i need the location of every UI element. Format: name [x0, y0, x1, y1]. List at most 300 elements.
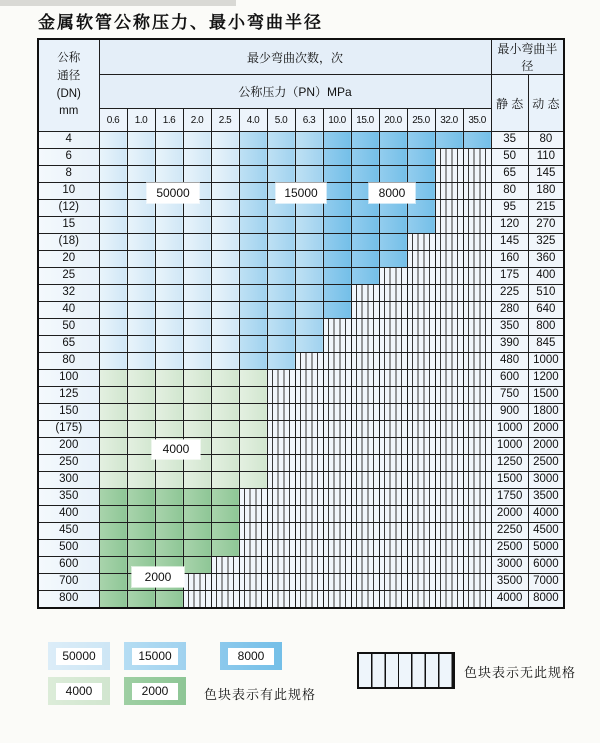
spec-cell — [155, 302, 183, 319]
no-spec-cell — [407, 540, 435, 557]
spec-cell — [127, 591, 155, 608]
dynamic-radius-cell: 145 — [528, 166, 564, 183]
no-spec-cell — [463, 540, 491, 557]
spec-cell — [99, 166, 127, 183]
no-spec-cell — [379, 455, 407, 472]
spec-cell — [155, 404, 183, 421]
spec-cell — [351, 132, 379, 149]
pressure-header-cell: 2.0 — [183, 109, 211, 132]
spec-cell — [99, 472, 127, 489]
no-spec-cell — [379, 574, 407, 591]
no-spec-cell — [351, 302, 379, 319]
pressure-header-cell: 2.5 — [211, 109, 239, 132]
region-label-2000: 2000 — [132, 567, 184, 587]
spec-cell — [379, 234, 407, 251]
pressure-header-cell: 20.0 — [379, 109, 407, 132]
spec-cell — [211, 200, 239, 217]
dn-cell: 400 — [38, 506, 99, 523]
spec-cell — [267, 268, 295, 285]
no-spec-cell — [351, 506, 379, 523]
no-spec-cell — [379, 506, 407, 523]
no-spec-cell — [463, 353, 491, 370]
spec-cell — [407, 166, 435, 183]
pressure-header-cell: 4.0 — [239, 109, 267, 132]
spec-cell — [211, 149, 239, 166]
static-radius-cell: 900 — [491, 404, 528, 421]
no-spec-cell — [435, 149, 463, 166]
dynamic-radius-cell: 1800 — [528, 404, 564, 421]
no-spec-cell — [435, 217, 463, 234]
spec-cell — [267, 285, 295, 302]
no-spec-cell — [295, 353, 323, 370]
no-spec-cell — [379, 540, 407, 557]
table-row — [38, 149, 564, 166]
static-radius-cell: 1750 — [491, 489, 528, 506]
table-row — [38, 285, 564, 302]
no-spec-cell — [463, 421, 491, 438]
spec-cell — [99, 506, 127, 523]
legend-value: 2000 — [132, 683, 178, 700]
spec-cell — [211, 421, 239, 438]
legend-value: 15000 — [132, 648, 178, 665]
spec-cell — [323, 251, 351, 268]
spec-cell — [99, 574, 127, 591]
pressure-header-cell: 15.0 — [351, 109, 379, 132]
region-label-15000: 15000 — [276, 183, 326, 203]
table-row — [38, 489, 564, 506]
no-spec-cell — [239, 591, 267, 608]
dn-header-line: mm — [59, 105, 79, 118]
spec-cell — [127, 387, 155, 404]
no-spec-cell — [407, 455, 435, 472]
spec-cell — [295, 166, 323, 183]
dn-cell: 65 — [38, 336, 99, 353]
no-spec-cell — [267, 455, 295, 472]
no-spec-cell — [323, 574, 351, 591]
table-row — [38, 387, 564, 404]
spec-cell — [183, 285, 211, 302]
no-spec-cell — [295, 557, 323, 574]
pressure-header-cell: 25.0 — [407, 109, 435, 132]
dynamic-radius-cell: 2000 — [528, 421, 564, 438]
no-spec-cell — [295, 387, 323, 404]
spec-cell — [379, 166, 407, 183]
spec-cell — [239, 217, 267, 234]
spec-cell — [183, 404, 211, 421]
nominal-pressure-header: 公称压力（PN）MPa — [99, 75, 491, 109]
dn-cell: 6 — [38, 149, 99, 166]
spec-cell — [127, 319, 155, 336]
spec-cell — [99, 268, 127, 285]
no-spec-cell — [407, 251, 435, 268]
spec-cell — [127, 506, 155, 523]
spec-cell — [99, 540, 127, 557]
spec-cell — [435, 132, 463, 149]
spec-cell — [239, 336, 267, 353]
spec-cell — [99, 336, 127, 353]
spec-cell — [295, 302, 323, 319]
dynamic-radius-cell: 110 — [528, 149, 564, 166]
no-spec-cell — [407, 404, 435, 421]
dn-column-header — [38, 39, 99, 132]
no-spec-cell — [435, 438, 463, 455]
spec-cell — [127, 251, 155, 268]
legend-swatch-50000 — [48, 642, 110, 670]
no-spec-cell — [211, 574, 239, 591]
spec-cell — [127, 353, 155, 370]
table-row — [38, 268, 564, 285]
spec-cell — [183, 166, 211, 183]
no-spec-cell — [435, 421, 463, 438]
no-spec-cell — [463, 234, 491, 251]
dn-cell: 600 — [38, 557, 99, 574]
spec-cell — [239, 251, 267, 268]
pressure-header-cell: 0.6 — [99, 109, 127, 132]
no-spec-cell — [407, 591, 435, 608]
spec-cell — [407, 132, 435, 149]
dn-cell: 450 — [38, 523, 99, 540]
static-radius-cell: 4000 — [491, 591, 528, 608]
spec-cell — [183, 506, 211, 523]
static-radius-cell: 390 — [491, 336, 528, 353]
spec-cell — [239, 421, 267, 438]
spec-cell — [155, 387, 183, 404]
spec-cell — [183, 319, 211, 336]
legend-no-spec-text: 色块表示无此规格 — [464, 665, 577, 680]
no-spec-cell — [435, 353, 463, 370]
spec-cell — [323, 268, 351, 285]
static-radius-cell: 600 — [491, 370, 528, 387]
spec-cell — [211, 302, 239, 319]
spec-cell — [351, 149, 379, 166]
dn-cell: 300 — [38, 472, 99, 489]
spec-cell — [211, 285, 239, 302]
spec-cell — [183, 523, 211, 540]
pressure-header-cell: 5.0 — [267, 109, 295, 132]
no-spec-cell — [463, 438, 491, 455]
static-radius-cell: 225 — [491, 285, 528, 302]
no-spec-cell — [267, 540, 295, 557]
spec-cell — [239, 268, 267, 285]
spec-cell — [99, 285, 127, 302]
spec-cell — [183, 540, 211, 557]
spec-cell — [239, 438, 267, 455]
spec-cell — [183, 489, 211, 506]
spec-cell — [295, 336, 323, 353]
spec-cell — [295, 285, 323, 302]
no-spec-cell — [379, 353, 407, 370]
spec-cell — [211, 268, 239, 285]
no-spec-cell — [351, 353, 379, 370]
no-spec-cell — [435, 591, 463, 608]
pressure-header-cell: 32.0 — [435, 109, 463, 132]
legend-no-spec-swatch — [357, 652, 455, 689]
spec-cell — [155, 234, 183, 251]
no-spec-cell — [379, 557, 407, 574]
dn-cell: 800 — [38, 591, 99, 608]
dynamic-radius-cell: 4500 — [528, 523, 564, 540]
no-spec-cell — [351, 472, 379, 489]
region-label-8000: 8000 — [369, 183, 415, 203]
spec-cell — [183, 149, 211, 166]
dn-cell: (175) — [38, 421, 99, 438]
spec-cell — [267, 166, 295, 183]
no-spec-cell — [463, 523, 491, 540]
spec-cell — [239, 234, 267, 251]
pressure-header-cell: 1.6 — [155, 109, 183, 132]
spec-cell — [211, 387, 239, 404]
no-spec-cell — [323, 591, 351, 608]
no-spec-cell — [295, 472, 323, 489]
no-spec-cell — [435, 302, 463, 319]
spec-cell — [267, 234, 295, 251]
no-spec-cell — [351, 285, 379, 302]
no-spec-cell — [323, 370, 351, 387]
no-spec-cell — [407, 438, 435, 455]
table-row — [38, 319, 564, 336]
spec-cell — [211, 251, 239, 268]
no-spec-cell — [351, 438, 379, 455]
static-radius-cell: 350 — [491, 319, 528, 336]
pressure-values-row — [38, 109, 564, 132]
spec-cell — [155, 506, 183, 523]
no-spec-cell — [323, 438, 351, 455]
spec-cell — [155, 285, 183, 302]
spec-cell — [239, 183, 267, 200]
table-row — [38, 472, 564, 489]
spec-cell — [127, 217, 155, 234]
spec-cell — [155, 591, 183, 608]
no-spec-cell — [323, 523, 351, 540]
no-spec-cell — [351, 591, 379, 608]
legend-value: 50000 — [56, 648, 102, 665]
spec-cell — [239, 166, 267, 183]
spec-cell — [155, 251, 183, 268]
no-spec-cell — [239, 489, 267, 506]
dn-cell: 50 — [38, 319, 99, 336]
no-spec-cell — [323, 489, 351, 506]
spec-cell — [99, 438, 127, 455]
spec-cell — [99, 523, 127, 540]
no-spec-cell — [379, 489, 407, 506]
no-spec-cell — [295, 489, 323, 506]
no-spec-cell — [239, 557, 267, 574]
spec-cell — [323, 132, 351, 149]
no-spec-cell — [379, 387, 407, 404]
no-spec-cell — [463, 217, 491, 234]
table-row — [38, 540, 564, 557]
spec-cell — [295, 149, 323, 166]
static-radius-cell: 2500 — [491, 540, 528, 557]
no-spec-cell — [323, 353, 351, 370]
spec-cell — [183, 132, 211, 149]
no-spec-cell — [463, 251, 491, 268]
scan-artifact-strip — [0, 0, 236, 6]
static-radius-cell: 280 — [491, 302, 528, 319]
no-spec-cell — [435, 319, 463, 336]
no-spec-cell — [407, 506, 435, 523]
no-spec-cell — [379, 370, 407, 387]
spec-cell — [155, 523, 183, 540]
bending-cycles-header: 最少弯曲次数，次 — [99, 39, 491, 75]
no-spec-cell — [351, 387, 379, 404]
spec-cell — [211, 438, 239, 455]
static-radius-cell: 2000 — [491, 506, 528, 523]
header-row-2 — [38, 75, 564, 109]
spec-cell — [323, 285, 351, 302]
dynamic-radius-cell: 3500 — [528, 489, 564, 506]
no-spec-cell — [435, 268, 463, 285]
spec-cell — [239, 404, 267, 421]
static-radius-cell: 160 — [491, 251, 528, 268]
no-spec-cell — [351, 489, 379, 506]
no-spec-cell — [351, 523, 379, 540]
legend-has-spec-text: 色块表示有此规格 — [204, 687, 317, 702]
no-spec-cell — [323, 319, 351, 336]
spec-cell — [155, 353, 183, 370]
spec-cell — [239, 200, 267, 217]
no-spec-cell — [267, 557, 295, 574]
dn-cell: 10 — [38, 183, 99, 200]
legend-swatch-2000 — [124, 677, 186, 705]
no-spec-cell — [267, 472, 295, 489]
no-spec-cell — [267, 489, 295, 506]
spec-cell — [211, 472, 239, 489]
no-spec-cell — [183, 591, 211, 608]
spec-cell — [239, 132, 267, 149]
no-spec-cell — [463, 370, 491, 387]
dynamic-radius-cell: 215 — [528, 200, 564, 217]
spec-cell — [267, 149, 295, 166]
spec-cell — [295, 217, 323, 234]
spec-cell — [267, 353, 295, 370]
spec-cell — [183, 472, 211, 489]
spec-cell — [463, 132, 491, 149]
table-row — [38, 132, 564, 149]
spec-cell — [155, 149, 183, 166]
dynamic-radius-cell: 510 — [528, 285, 564, 302]
page-title: 金属软管公称压力、最小弯曲半径 — [38, 13, 323, 33]
spec-cell — [239, 387, 267, 404]
no-spec-cell — [323, 336, 351, 353]
spec-cell — [127, 234, 155, 251]
spec-cell — [127, 523, 155, 540]
spec-cell — [99, 421, 127, 438]
no-spec-cell — [323, 557, 351, 574]
spec-cell — [211, 523, 239, 540]
spec-cell — [127, 404, 155, 421]
no-spec-cell — [295, 370, 323, 387]
spec-cell — [323, 302, 351, 319]
no-spec-cell — [435, 251, 463, 268]
dynamic-radius-cell: 845 — [528, 336, 564, 353]
spec-cell — [99, 183, 127, 200]
spec-cell — [183, 557, 211, 574]
dn-cell: 350 — [38, 489, 99, 506]
table-row — [38, 302, 564, 319]
dynamic-radius-cell: 1500 — [528, 387, 564, 404]
no-spec-cell — [435, 523, 463, 540]
spec-cell — [211, 506, 239, 523]
spec-cell — [239, 319, 267, 336]
dynamic-radius-cell: 800 — [528, 319, 564, 336]
spec-cell — [127, 132, 155, 149]
no-spec-cell — [379, 336, 407, 353]
no-spec-cell — [351, 574, 379, 591]
spec-cell — [323, 217, 351, 234]
spec-cell — [323, 149, 351, 166]
legend-value: 8000 — [228, 648, 274, 665]
spec-cell — [267, 132, 295, 149]
no-spec-cell — [435, 472, 463, 489]
no-spec-cell — [407, 574, 435, 591]
dn-cell: 4 — [38, 132, 99, 149]
dn-cell: (12) — [38, 200, 99, 217]
dn-cell: 40 — [38, 302, 99, 319]
spec-cell — [155, 370, 183, 387]
no-spec-cell — [407, 234, 435, 251]
dynamic-radius-cell: 4000 — [528, 506, 564, 523]
spec-cell — [183, 370, 211, 387]
no-spec-cell — [435, 387, 463, 404]
no-spec-cell — [463, 455, 491, 472]
dynamic-radius-cell: 1000 — [528, 353, 564, 370]
dn-cell: (18) — [38, 234, 99, 251]
no-spec-cell — [379, 319, 407, 336]
dynamic-radius-cell: 3000 — [528, 472, 564, 489]
spec-cell — [99, 319, 127, 336]
dn-cell: 32 — [38, 285, 99, 302]
no-spec-cell — [407, 523, 435, 540]
region-label-50000: 50000 — [147, 183, 199, 203]
table-row — [38, 370, 564, 387]
no-spec-cell — [463, 574, 491, 591]
legend-swatch-15000 — [124, 642, 186, 670]
no-spec-cell — [407, 302, 435, 319]
pressure-header-cell: 35.0 — [463, 109, 491, 132]
spec-cell — [239, 455, 267, 472]
spec-cell — [99, 234, 127, 251]
no-spec-cell — [407, 472, 435, 489]
table-header — [38, 39, 564, 132]
spec-cell — [127, 421, 155, 438]
no-spec-cell — [323, 506, 351, 523]
no-spec-cell — [379, 421, 407, 438]
spec-cell — [155, 132, 183, 149]
pressure-header-cell: 6.3 — [295, 109, 323, 132]
table-row — [38, 234, 564, 251]
dn-cell: 100 — [38, 370, 99, 387]
spec-cell — [323, 200, 351, 217]
no-spec-cell — [239, 540, 267, 557]
spec-cell — [351, 217, 379, 234]
table-row — [38, 336, 564, 353]
no-spec-cell — [267, 421, 295, 438]
static-radius-cell: 750 — [491, 387, 528, 404]
spec-cell — [127, 336, 155, 353]
no-spec-cell — [435, 166, 463, 183]
no-spec-cell — [267, 506, 295, 523]
spec-cell — [211, 234, 239, 251]
no-spec-cell — [351, 404, 379, 421]
no-spec-cell — [435, 489, 463, 506]
spec-cell — [127, 285, 155, 302]
no-spec-cell — [463, 591, 491, 608]
table-row — [38, 455, 564, 472]
no-spec-cell — [351, 336, 379, 353]
no-spec-cell — [211, 557, 239, 574]
no-spec-cell — [239, 523, 267, 540]
